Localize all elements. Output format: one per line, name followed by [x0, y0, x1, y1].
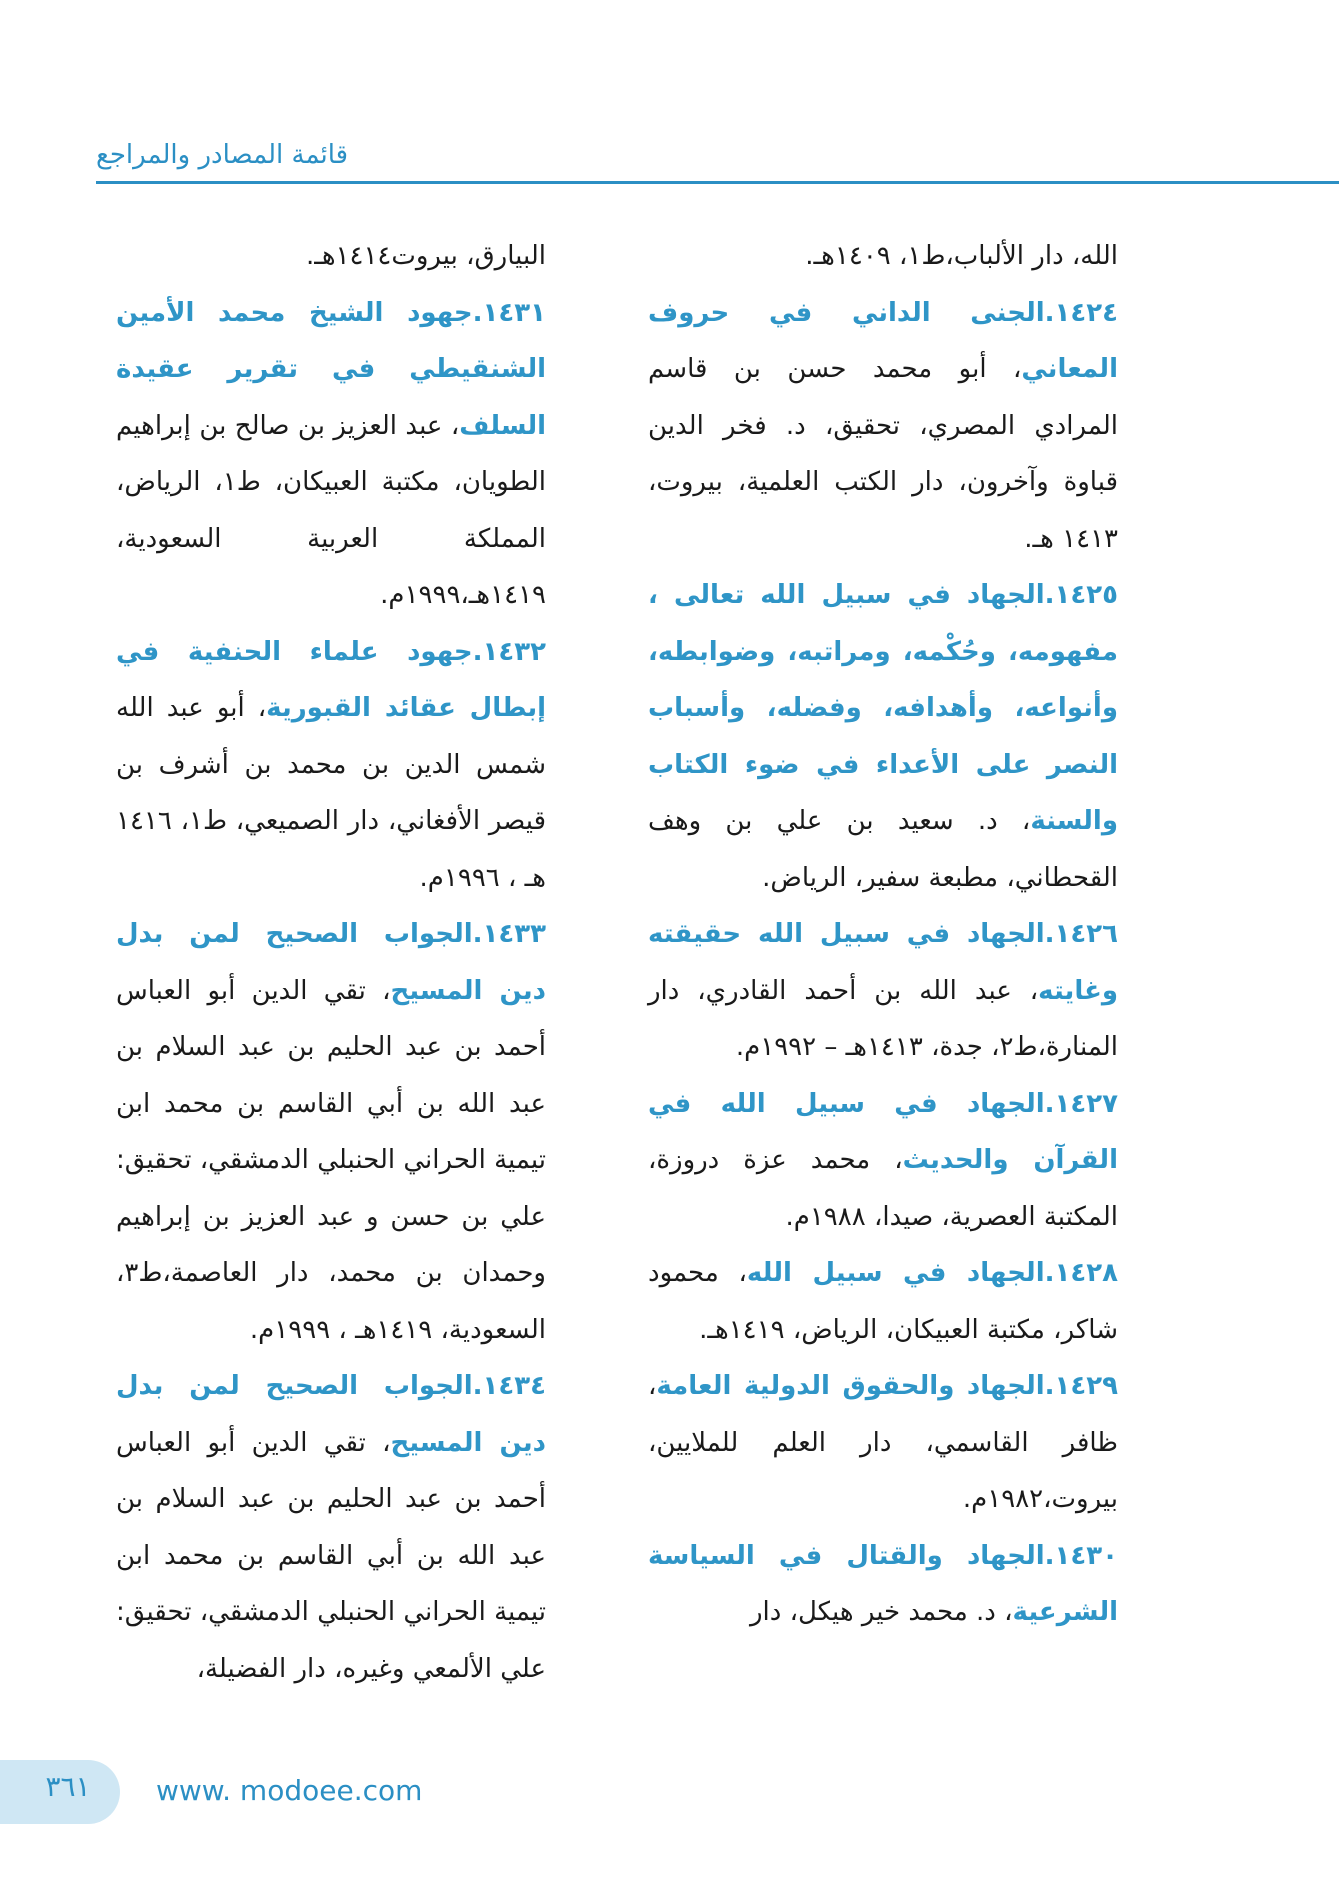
entry-details: الله، دار الألباب،ط١، ١٤٠٩هـ. [805, 241, 1118, 271]
entry-details: ، أبو محمد حسن بن قاسم المرادي المصري، تحقيق، د. فخر الدين قباوة وآخرون، دار الكتب العلمية، بيروت، ١٤١٣ هـ. [648, 354, 1118, 554]
entry-title: جهود علماء الحنفية في إبطال عقائد القبورية [116, 636, 547, 723]
running-header-title: قائمة المصادر والمراجع [96, 140, 349, 170]
entry-title: الجهاد والقتال في السياسة الشرعية [648, 1540, 1118, 1627]
header-rule [96, 181, 1339, 184]
entry-number: ١٤٣٠. [1044, 1540, 1118, 1571]
reference-entry [648, 1358, 1118, 1528]
entry-details: ، محمد عزة دروزة، المكتبة العصرية، صيدا، ١٩٨٨م. [648, 1145, 1118, 1232]
right-column [648, 228, 1118, 1641]
entry-number: ١٤٣٢. [472, 636, 546, 667]
entry-number: ١٤٢٦. [1044, 919, 1118, 949]
reference-entry [648, 906, 1118, 1076]
reference-entry [116, 1358, 546, 1697]
reference-entry [116, 228, 546, 285]
page-number: ٣٦١ [45, 1770, 91, 1803]
reference-entry [116, 285, 546, 624]
entry-number: ١٤٢٤. [1044, 297, 1118, 328]
entry-title: الجواب الصحيح لمن بدل دين المسيح [116, 919, 547, 1006]
reference-entry [116, 906, 546, 1358]
entry-details: ، د. محمد خير هيكل، دار [749, 1597, 1013, 1627]
entry-number: ١٤٢٨. [1044, 1258, 1118, 1288]
entry-details: ، د. سعيد بن علي بن وهف القحطاني، مطبعة سفير، الرياض. [648, 806, 1118, 893]
entry-title: الجواب الصحيح لمن بدل دين المسيح [116, 1371, 547, 1458]
entry-title: الجهاد والحقوق الدولية العامة [656, 1371, 1045, 1401]
entry-title: الجهاد في سبيل الله حقيقته وغايته [648, 919, 1118, 1006]
left-column [116, 228, 546, 1697]
reference-entry [648, 567, 1118, 906]
entry-number: ١٤٢٧. [1044, 1088, 1118, 1119]
entry-number: ١٤٢٥. [1044, 580, 1118, 610]
entry-details: ، تقي الدين أبو العباس أحمد بن عبد الحليم بن عبد السلام بن عبد الله بن أبي القاسم بن محمد ابن تيمية الحراني الحنبلي الدمشقي، تحقيق: علي بن حسن و عبد العزيز بن إبراهيم وحمدان بن محمد، دار العاصمة،ط٣، السعودية، ١٤١٩هـ ، ١٩٩٩م. [116, 975, 546, 1345]
entry-details: البيارق، بيروت١٤١٤هـ. [305, 241, 546, 271]
entry-details: ، عبد العزيز بن صالح بن إبراهيم الطويان، مكتبة العبيكان، ط١، الرياض، المملكة العربية السعودية، ١٤١٩هـ،١٩٩٩م. [116, 410, 546, 610]
entry-number: ١٤٣١. [472, 297, 546, 328]
entry-number: ١٤٣٤. [472, 1371, 546, 1401]
entry-title: الجنى الداني في حروف المعاني [648, 297, 1118, 384]
entry-details: ، محمود شاكر، مكتبة العبيكان، الرياض، ١٤١٩هـ. [648, 1258, 1118, 1345]
entry-details: ، تقي الدين أبو العباس أحمد بن عبد الحليم بن عبد السلام بن عبد الله بن أبي القاسم بن محمد ابن تيمية الحراني الحنبلي الدمشقي، تحقيق: علي الألمعي وغيره، دار الفضيلة، [116, 1427, 546, 1684]
reference-entry [648, 228, 1118, 285]
entry-details: ، أبو عبد الله شمس الدين بن محمد بن أشرف بن قيصر الأفغاني، دار الصميعي، ط١، ١٤١٦ هـ ، ١٩٩٦م. [116, 693, 547, 893]
entry-number: ١٤٢٩. [1044, 1371, 1118, 1401]
reference-entry [648, 1528, 1118, 1641]
entry-title: الجهاد في سبيل الله [746, 1258, 1045, 1288]
entry-number: ١٤٣٣. [472, 919, 546, 949]
reference-entry [648, 1245, 1118, 1358]
entry-title: الجهاد في سبيل الله تعالى ، مفهومه، وحُكْمه، ومراتبه، وضوابطه، وأنواعه، وأهدافه، وفضله، وأسباب النصر على الأعداء في ضوء الكتاب والسنة [648, 580, 1118, 836]
entry-title: جهود الشيخ محمد الأمين الشنقيطي في تقرير عقيدة السلف [116, 297, 546, 441]
reference-entry [648, 1076, 1118, 1246]
reference-entry [116, 624, 546, 907]
entry-details: ، ظافر القاسمي، دار العلم للملايين، بيروت،١٩٨٢م. [648, 1371, 1118, 1514]
entry-title: الجهاد في سبيل الله في القرآن والحديث [648, 1088, 1118, 1175]
entry-details: ، عبد الله بن أحمد القادري، دار المنارة،ط٢، جدة، ١٤١٣هـ – ١٩٩٢م. [648, 975, 1118, 1062]
reference-entry [648, 285, 1118, 568]
site-url[interactable]: www. modoee.com [156, 1774, 423, 1807]
